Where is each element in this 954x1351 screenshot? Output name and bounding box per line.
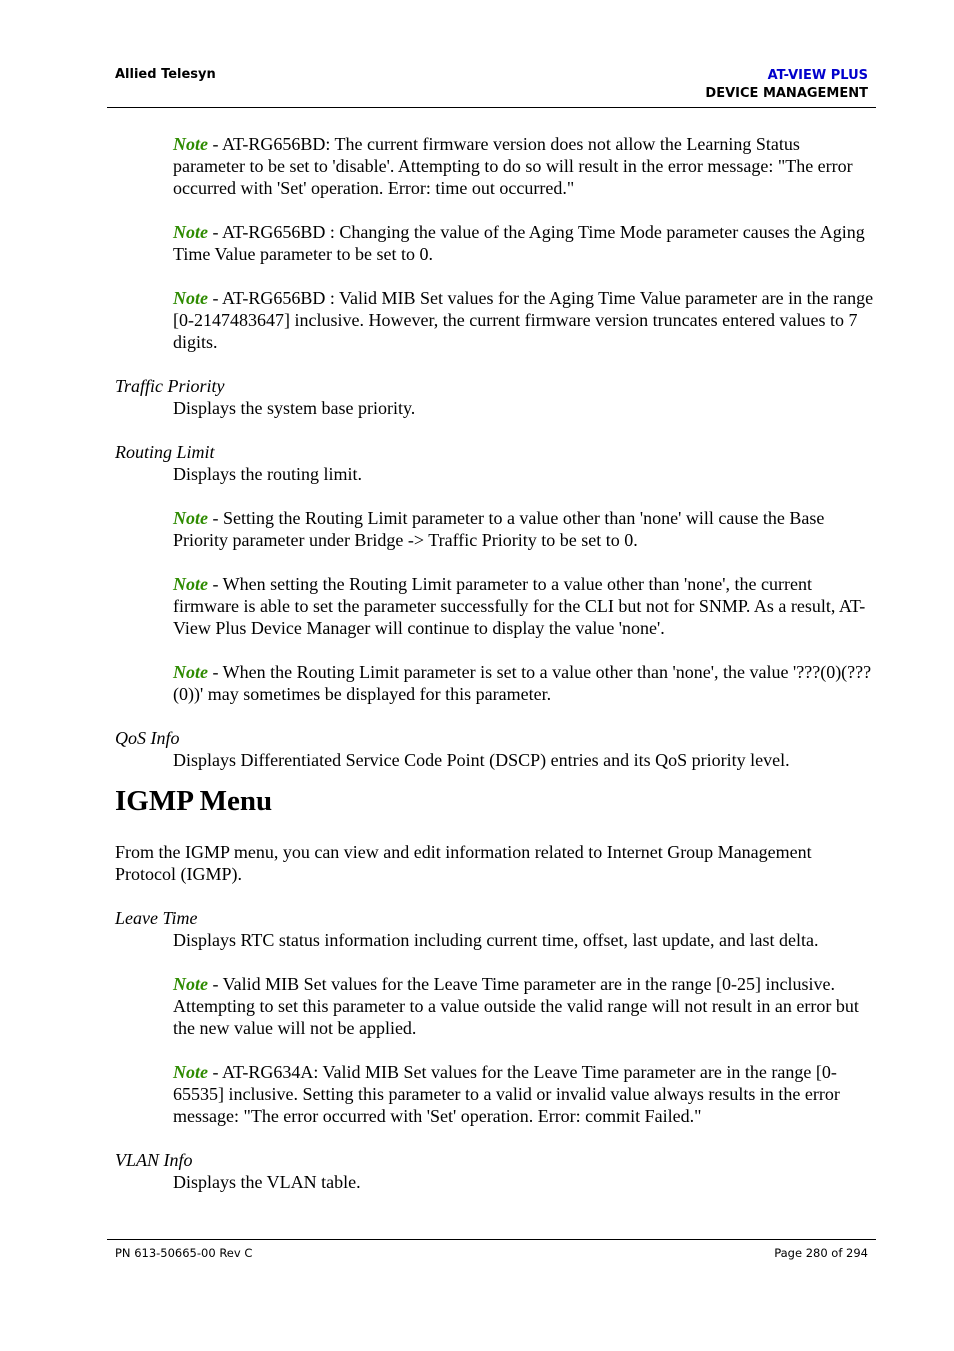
- note-paragraph: [173, 221, 875, 265]
- header-divider: [107, 107, 876, 108]
- note-text: - When the Routing Limit parameter is set to a value other than 'none', the value '???(0)(???(0))' may sometimes be displayed for this parameter.: [173, 662, 872, 704]
- section-name: DEVICE MANAGEMENT: [705, 86, 868, 101]
- note-paragraph: [173, 1061, 875, 1127]
- note-paragraph: [173, 133, 875, 199]
- page-number: Page 280 of 294: [774, 1246, 868, 1260]
- company-name: Allied Telesyn: [115, 67, 216, 82]
- term-qos-info: QoS Info: [115, 728, 180, 748]
- term-vlan-info: VLAN Info: [115, 1150, 193, 1170]
- desc-leave-time: Displays RTC status information including current time, offset, last update, and last delta.: [173, 930, 819, 950]
- note-label: Note: [173, 222, 208, 242]
- page-body: [115, 133, 875, 1193]
- note-text: - Setting the Routing Limit parameter to a value other than 'none' will cause the Base Priority parameter under Bridge -> Traffic Priority to be set to 0.: [173, 508, 825, 550]
- note-label: Note: [173, 574, 208, 594]
- desc-routing-limit: Displays the routing limit.: [173, 464, 362, 484]
- note-label: Note: [173, 974, 208, 994]
- footer-divider: [107, 1239, 876, 1240]
- note-paragraph: [173, 973, 875, 1039]
- term-traffic-priority: Traffic Priority: [115, 376, 225, 396]
- note-label: Note: [173, 288, 208, 308]
- note-paragraph: [173, 287, 875, 353]
- note-paragraph: [173, 507, 875, 551]
- term-leave-time: Leave Time: [115, 908, 198, 928]
- note-text: - Valid MIB Set values for the Leave Time parameter are in the range [0-25] inclusive. Attempting to set this parameter to a value outside the valid range will not result in an error but the new value will not be applied.: [173, 974, 859, 1038]
- note-label: Note: [173, 662, 208, 682]
- note-label: Note: [173, 508, 208, 528]
- product-name: AT-VIEW PLUS: [767, 68, 868, 83]
- note-text: - AT-RG656BD : Changing the value of the Aging Time Mode parameter causes the Aging Time Value parameter to be set to 0.: [173, 222, 865, 264]
- note-label: Note: [173, 134, 208, 154]
- note-text: - AT-RG656BD: The current firmware version does not allow the Learning Status parameter to be set to 'disable'. Attempting to do so will result in the error message: "The error occurred with 'Set' operation. Error: time out occurred.": [173, 134, 853, 198]
- note-text: - When setting the Routing Limit parameter to a value other than 'none', the current firmware is able to set the parameter successfully for the CLI but not for SNMP. As a result, AT-View Plus Device Manager will continue to display the value 'none'.: [173, 574, 866, 638]
- header-title-block: [705, 67, 868, 103]
- term-routing-limit: Routing Limit: [115, 442, 215, 462]
- note-text: - AT-RG634A: Valid MIB Set values for the Leave Time parameter are in the range [0-65535] inclusive. Setting this parameter to a valid or invalid value always results in the error message: "The error occurred with 'Set' operation. Error: commit Failed.": [173, 1062, 840, 1126]
- section-heading: IGMP Menu: [115, 785, 273, 817]
- note-text: - AT-RG656BD : Valid MIB Set values for the Aging Time Value parameter are in the range [0-2147483647] inclusive. However, the current firmware version truncates entered values to 7 digits.: [173, 288, 874, 352]
- intro-paragraph: From the IGMP menu, you can view and edit information related to Internet Group Management Protocol (IGMP).: [115, 842, 812, 884]
- note-paragraph: [173, 573, 875, 639]
- desc-vlan-info: Displays the VLAN table.: [173, 1172, 361, 1192]
- note-label: Note: [173, 1062, 208, 1082]
- note-paragraph: [173, 661, 875, 705]
- desc-traffic-priority: Displays the system base priority.: [173, 398, 416, 418]
- part-number: PN 613-50665-00 Rev C: [115, 1246, 253, 1260]
- desc-qos-info: Displays Differentiated Service Code Point (DSCP) entries and its QoS priority level.: [173, 750, 790, 770]
